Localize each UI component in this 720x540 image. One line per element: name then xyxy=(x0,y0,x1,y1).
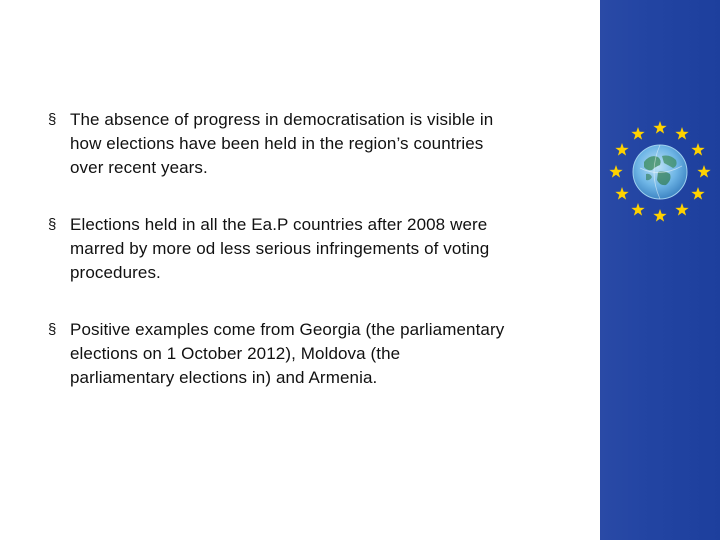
bullet-line: how elections have been held in the region’s countries xyxy=(70,134,484,153)
bullet-line: The absence of progress in democratisation is visible in xyxy=(70,110,494,129)
bullet-item-1 xyxy=(48,108,568,180)
bullet-line: Elections held in all the Ea.P countries after 2008 were xyxy=(70,215,488,234)
bullet-line: parliamentary elections in) and Armenia. xyxy=(70,368,378,387)
bullet-marker: § xyxy=(48,216,57,233)
bullet-marker: § xyxy=(48,321,57,338)
bullet-line: procedures. xyxy=(70,263,161,282)
bullet-item-3 xyxy=(48,318,568,390)
bullet-text xyxy=(70,213,568,285)
side-panel xyxy=(600,0,720,540)
bullet-line: Positive examples come from Georgia (the parliamentary xyxy=(70,320,505,339)
bullet-item-2 xyxy=(48,213,568,285)
bullet-text xyxy=(70,318,568,390)
bullet-line: marred by more od less serious infringements of voting xyxy=(70,239,490,258)
bullet-line: elections on 1 October 2012), Moldova (the xyxy=(70,344,401,363)
bullet-text xyxy=(70,108,568,180)
eu-stars-globe-icon xyxy=(600,110,720,235)
bullet-marker: § xyxy=(48,111,57,128)
bullet-line: over recent years. xyxy=(70,158,208,177)
bullet-list xyxy=(48,108,568,423)
